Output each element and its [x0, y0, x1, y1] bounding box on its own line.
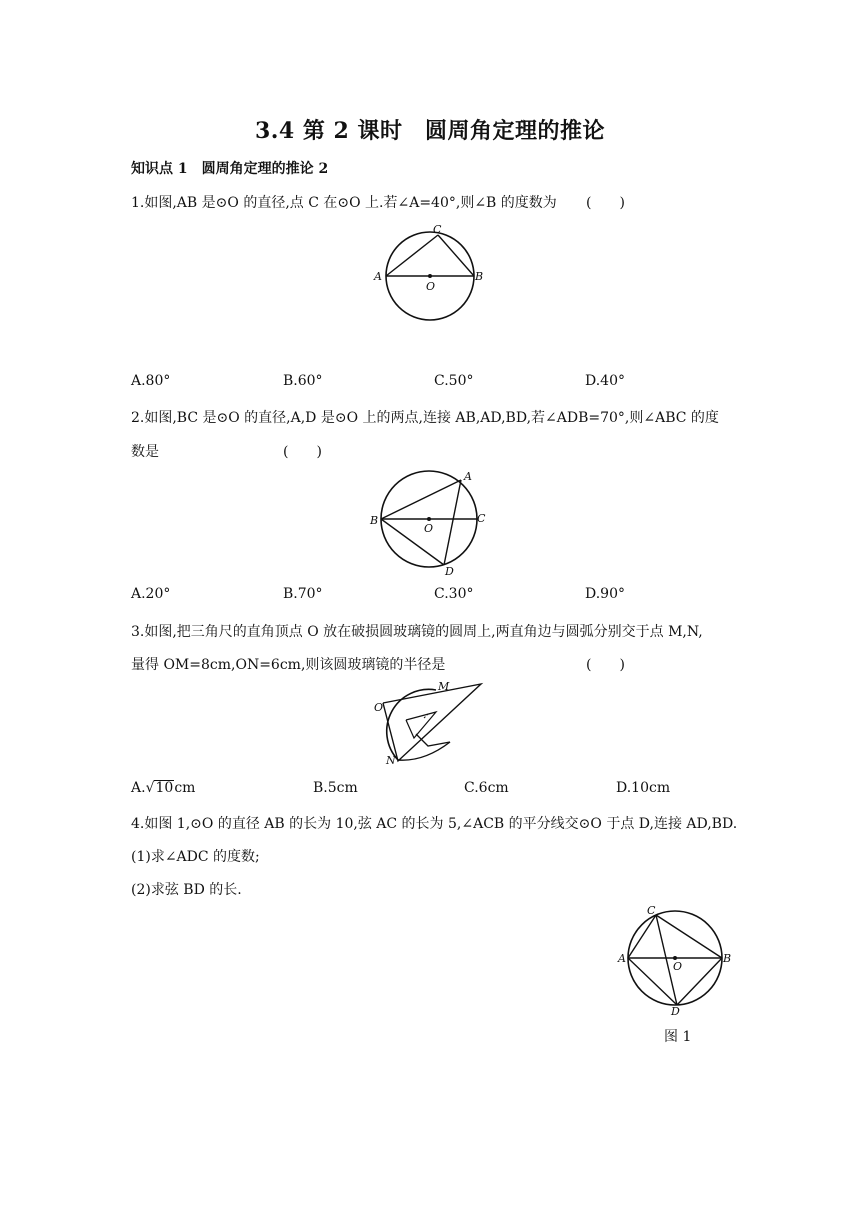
question-2-figure	[366, 466, 496, 578]
section-heading: 知识点 1 圆周角定理的推论 2	[131, 161, 329, 177]
label-A: A	[374, 270, 382, 283]
label-C: C	[647, 904, 656, 917]
page-title: 3.4 第 2 课时 圆周角定理的推论	[254, 118, 606, 144]
q3-option-d: D.10cm	[616, 780, 671, 796]
q2-option-a: A.20°	[131, 586, 171, 602]
q1-option-b: B.60°	[283, 373, 323, 389]
q2-option-b: B.70°	[283, 586, 323, 602]
q3-option-b: B.5cm	[313, 780, 358, 796]
label-A: A	[464, 470, 472, 483]
label-B: B	[370, 514, 379, 527]
question-3-figure	[368, 676, 488, 768]
q1-option-d: D.40°	[585, 373, 625, 389]
sqrt-symbol: √	[145, 780, 155, 796]
label-D: D	[445, 565, 454, 578]
q3-option-c: C.6cm	[464, 780, 509, 796]
q1-option-c: C.50°	[434, 373, 474, 389]
q3-option-a	[131, 780, 195, 796]
label-C: C	[477, 512, 486, 525]
q3-option-a-radicand: 10	[155, 780, 174, 796]
question-1-answer-blank: ( )	[586, 195, 625, 211]
q2-option-c: C.30°	[434, 586, 474, 602]
question-2-text-line1: 2.如图,BC 是⊙O 的直径,A,D 是⊙O 上的两点,连接 AB,AD,BD,若∠ADB=70°,则∠ABC 的度	[131, 410, 719, 426]
question-3-text-line1: 3.如图,把三角尺的直角顶点 O 放在破损圆玻璃镜的圆周上,两直角边与圆弧分别交于点 M,N,	[131, 624, 703, 640]
q1-option-a: A.80°	[131, 373, 171, 389]
question-2-answer-blank: ( )	[283, 444, 322, 460]
label-O: O	[426, 280, 436, 293]
question-4-part-2: (2)求弦 BD 的长.	[131, 882, 242, 898]
label-O: O	[374, 701, 384, 714]
question-4-text: 4.如图 1,⊙O 的直径 AB 的长为 10,弦 AC 的长为 5,∠ACB 的平分线交⊙O 于点 D,连接 AD,BD.	[131, 816, 738, 832]
label-A: A	[618, 952, 626, 965]
label-O: O	[424, 522, 434, 535]
q3-option-a-suffix: cm	[174, 780, 196, 796]
question-4-figure	[616, 902, 740, 1018]
figure-1-caption: 图 1	[664, 1029, 692, 1045]
label-B: B	[475, 270, 484, 283]
question-4-part-1: (1)求∠ADC 的度数;	[131, 849, 260, 865]
question-1-text: 1.如图,AB 是⊙O 的直径,点 C 在⊙O 上.若∠A=40°,则∠B 的度数为	[131, 195, 557, 211]
label-C: C	[433, 223, 442, 236]
question-3-text-line2: 量得 OM=8cm,ON=6cm,则该圆玻璃镜的半径是	[131, 657, 446, 673]
label-M: M	[438, 680, 450, 693]
q2-option-d: D.90°	[585, 586, 625, 602]
question-2-text-line2: 数是	[131, 444, 159, 460]
label-N: N	[386, 754, 396, 767]
label-B: B	[723, 952, 732, 965]
q3-option-a-prefix: A.	[131, 780, 146, 796]
label-D: D	[671, 1005, 680, 1018]
question-3-answer-blank: ( )	[586, 657, 625, 673]
question-1-figure	[372, 222, 492, 324]
label-O: O	[673, 960, 683, 973]
